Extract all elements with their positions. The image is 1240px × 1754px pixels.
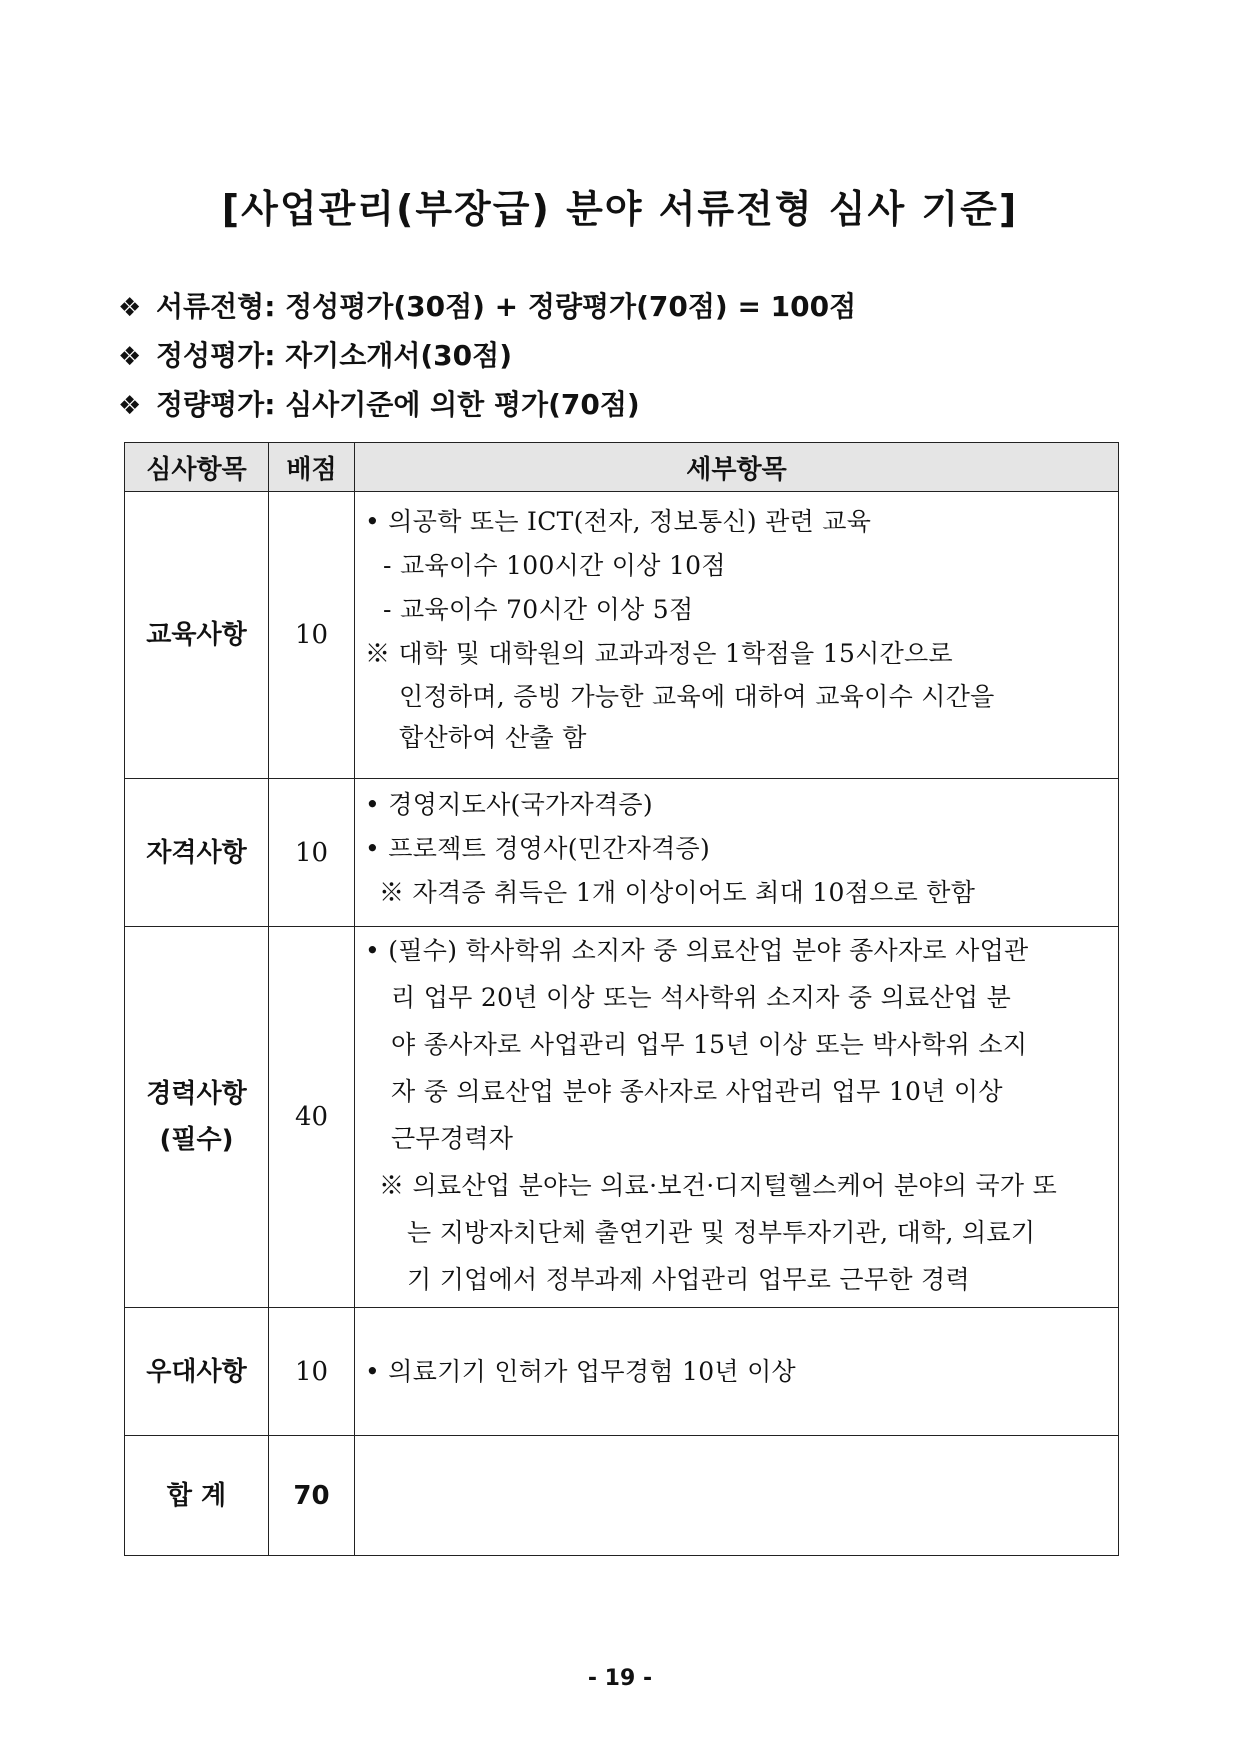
diamond-bullet-icon: ❖ <box>118 342 142 372</box>
page-title: [사업관리(부장급) 분야 서류전형 심사 기준] <box>221 187 1019 231</box>
summary-list <box>118 282 856 429</box>
summary-item <box>118 331 856 380</box>
table-row-preference <box>125 1308 1119 1436</box>
score-cell: 10 <box>269 492 355 779</box>
detail-cell <box>355 927 1119 1308</box>
detail-note-cont: 는 지방자치단체 출연기관 및 정부투자기관, 대학, 의료기 <box>407 1218 1036 1247</box>
score-cell: 10 <box>269 779 355 927</box>
page-number: - 19 - <box>587 1666 653 1691</box>
header-score: 배점 <box>269 443 355 492</box>
detail-line: 리 업무 20년 이상 또는 석사학위 소지자 중 의료산업 분 <box>391 983 1012 1012</box>
score-cell: 10 <box>269 1308 355 1436</box>
detail-note: ※ 의료산업 분야는 의료·보건·디지털헬스케어 분야의 국가 또 <box>379 1171 1058 1200</box>
table-row-education <box>125 492 1119 779</box>
detail-note: ※ 자격증 취득은 1개 이상이어도 최대 10점으로 한함 <box>379 878 976 907</box>
detail-line: • 의료기기 인허가 업무경험 10년 이상 <box>365 1356 796 1386</box>
total-score: 70 <box>269 1436 355 1556</box>
detail-note-cont: 합산하여 산출 함 <box>399 723 587 752</box>
header-detail: 세부항목 <box>355 443 1119 492</box>
detail-note-cont: 인정하며, 증빙 가능한 교육에 대하여 교육이수 시간을 <box>399 682 995 711</box>
summary-item <box>118 380 856 429</box>
category-label: 경력사항 <box>146 1079 247 1109</box>
category-cell: 교육사항 <box>125 492 269 779</box>
summary-text: 정성평가: 자기소개서(30점) <box>156 339 512 372</box>
detail-line: - 교육이수 70시간 이상 5점 <box>383 595 694 624</box>
diamond-bullet-icon: ❖ <box>118 391 142 421</box>
diamond-bullet-icon: ❖ <box>118 293 142 323</box>
detail-note: ※ 대학 및 대학원의 교과과정은 1학점을 15시간으로 <box>365 639 953 668</box>
detail-line: 근무경력자 <box>391 1124 514 1153</box>
empty-cell <box>355 1436 1119 1556</box>
score-cell: 40 <box>269 927 355 1308</box>
category-cell: 자격사항 <box>125 779 269 927</box>
detail-cell <box>355 492 1119 779</box>
category-sublabel: (필수) <box>159 1125 234 1155</box>
detail-cell <box>355 779 1119 927</box>
detail-line: 야 종사자로 사업관리 업무 15년 이상 또는 박사학위 소지 <box>391 1030 1028 1059</box>
detail-note-cont: 기 기업에서 정부과제 사업관리 업무로 근무한 경력 <box>407 1265 970 1294</box>
table-header-row <box>125 443 1119 492</box>
category-cell <box>125 927 269 1308</box>
criteria-table <box>124 442 1119 1556</box>
detail-line: • (필수) 학사학위 소지자 중 의료산업 분야 종사자로 사업관 <box>365 936 1029 965</box>
table-row-qualification <box>125 779 1119 927</box>
summary-text: 서류전형: 정성평가(30점) + 정량평가(70점) = 100점 <box>156 290 857 323</box>
table-row-total <box>125 1436 1119 1556</box>
detail-line: - 교육이수 100시간 이상 10점 <box>383 551 726 580</box>
category-cell: 우대사항 <box>125 1308 269 1436</box>
detail-line: • 경영지도사(국가자격증) <box>365 790 653 819</box>
header-category: 심사항목 <box>125 443 269 492</box>
detail-cell <box>355 1308 1119 1436</box>
total-label: 합 계 <box>125 1436 269 1556</box>
detail-line: 자 중 의료산업 분야 종사자로 사업관리 업무 10년 이상 <box>391 1077 1003 1106</box>
summary-text: 정량평가: 심사기준에 의한 평가(70점) <box>156 388 640 421</box>
detail-line: • 프로젝트 경영사(민간자격증) <box>365 834 711 863</box>
detail-line: • 의공학 또는 ICT(전자, 정보통신) 관련 교육 <box>365 507 872 536</box>
table-row-career <box>125 927 1119 1308</box>
summary-item <box>118 282 856 331</box>
